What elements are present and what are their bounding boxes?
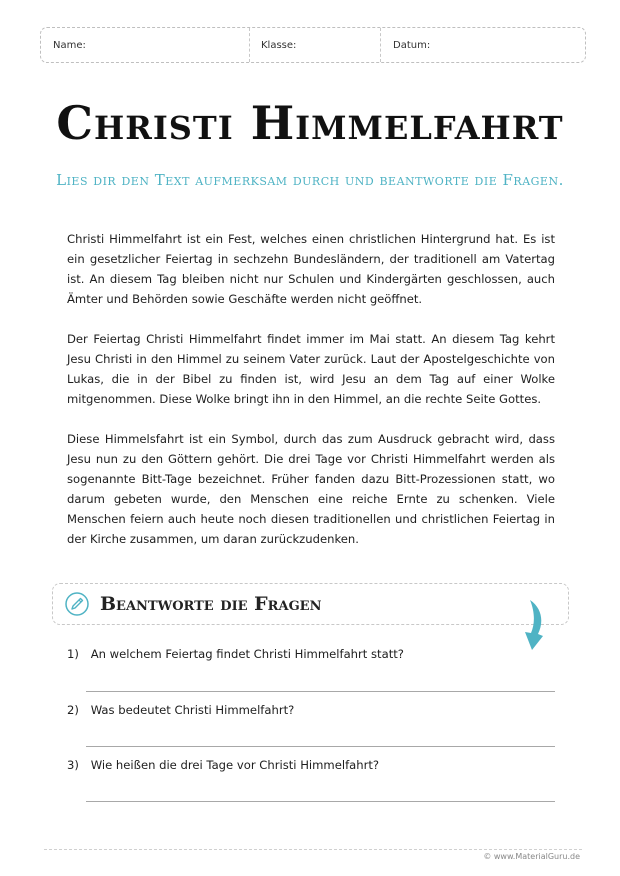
footer-copyright: © www.MaterialGuru.de xyxy=(483,852,580,861)
curved-arrow-down-icon xyxy=(516,598,550,652)
paragraph-3: Diese Himmelsfahrt ist ein Symbol, durch das zum Ausdruck gebracht wird, dass Jesu nun zu den Göttern gehört. Die drei Tage vor Christi Himmelfahrt werden als sogenannte Bitt-Tage bezeichnet. Früher fanden dazu Bitt-Prozessionen statt, wo darum gebeten wurde, den Menschen eine reiche Ernte zu schenken. Viele Menschen feiern auch heute noch diesen traditionellen und christlichen Feiertag in der Kirche zusammen, um daran zurückzudenken. xyxy=(67,432,555,546)
paragraph-1: Christi Himmelfahrt ist ein Fest, welches einen christlichen Hintergrund hat. Es ist ein gesetzlicher Feiertag in sechzehn Bundesländern, der traditionell am Vatertag ist. An diesem Tag bleiben nicht nur Schulen und Kindergärten geschlossen, auch Ämter und Behörden sowie Geschäfte werden nicht geöffnet. xyxy=(67,232,555,306)
question-number: 1) xyxy=(67,647,79,661)
question-number: 2) xyxy=(67,703,79,717)
name-label: Name: xyxy=(53,39,86,51)
answer-line-1[interactable] xyxy=(86,691,555,692)
date-label: Datum: xyxy=(393,39,431,51)
question-3 xyxy=(67,758,547,772)
class-label: Klasse: xyxy=(261,39,297,51)
questions-title: Beantworte die Fragen xyxy=(100,593,322,615)
question-1 xyxy=(67,647,547,661)
page-title: Christi Himmelfahrt xyxy=(56,96,564,150)
question-number: 3) xyxy=(67,758,79,772)
header-info-box xyxy=(40,27,586,63)
footer-divider xyxy=(44,849,582,850)
question-text: An welchem Feiertag findet Christi Himmelfahrt statt? xyxy=(90,647,404,661)
pencil-icon xyxy=(65,592,89,616)
question-2 xyxy=(67,703,547,717)
header-divider xyxy=(249,28,250,62)
page-subtitle: Lies dir den Text aufmerksam durch und beantworte die Fragen. xyxy=(56,171,564,189)
questions-header-box xyxy=(52,583,569,625)
question-text: Wie heißen die drei Tage vor Christi Himmelfahrt? xyxy=(90,758,380,772)
answer-line-2[interactable] xyxy=(86,746,555,747)
paragraph-2: Der Feiertag Christi Himmelfahrt findet immer im Mai statt. An diesem Tag kehrt Jesu Christi in den Himmel zu seinem Vater zurück. Laut der Apostelgeschichte von Lukas, die in der Bibel zu finden ist, wird Jesu an dem Tag auf einer Wolke mitgenommen. Diese Wolke bringt ihn in den Himmel, an die rechte Seite Gottes. xyxy=(67,332,555,406)
answer-line-3[interactable] xyxy=(86,801,555,802)
header-divider xyxy=(380,28,381,62)
question-text: Was bedeutet Christi Himmelfahrt? xyxy=(90,703,295,717)
